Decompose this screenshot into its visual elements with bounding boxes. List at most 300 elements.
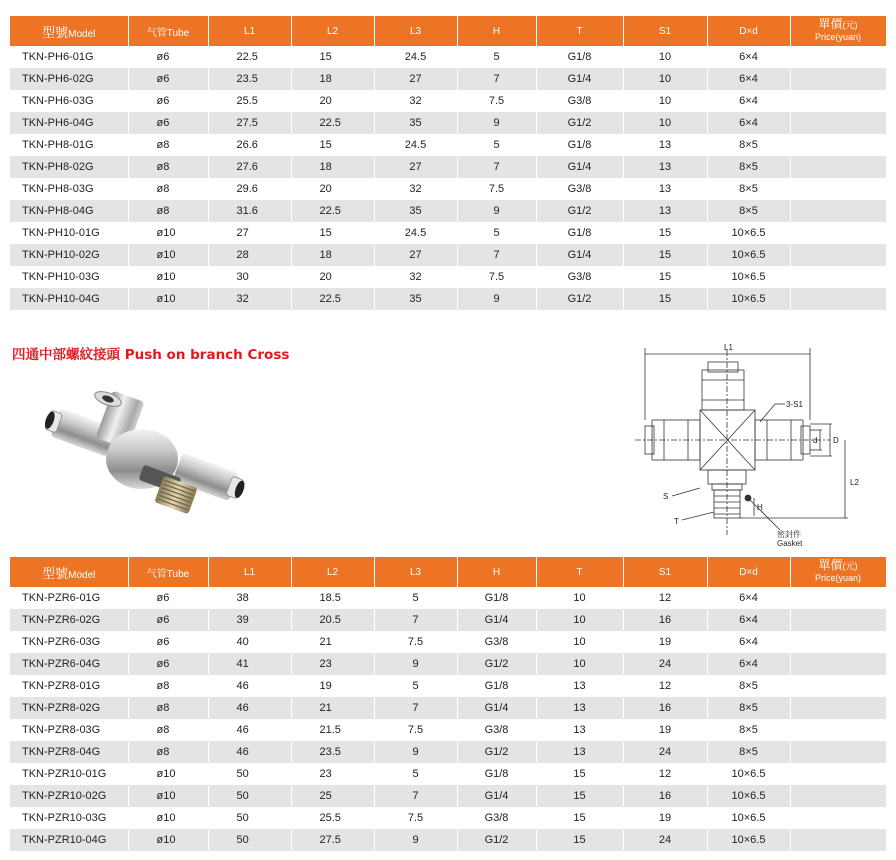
header-dxd: D×d (707, 16, 790, 46)
cell-t: G1/2 (536, 112, 623, 134)
cell-t: 13 (536, 719, 623, 741)
table-row (10, 112, 886, 134)
header-dxd: D×d (707, 557, 790, 587)
cell-tube: ø8 (128, 178, 208, 200)
cell-s1: 15 (623, 244, 707, 266)
cell-t: G3/8 (536, 178, 623, 200)
cell-l1: 46 (208, 675, 291, 697)
cell-model: TKN-PH8-03G (10, 178, 128, 200)
cell-dxd: 6×4 (707, 631, 790, 653)
cell-l2: 18 (291, 68, 374, 90)
cell-model: TKN-PH10-02G (10, 244, 128, 266)
table-row (10, 244, 886, 266)
cell-h: G3/8 (457, 631, 536, 653)
cell-h: G1/2 (457, 741, 536, 763)
cell-dxd: 10×6.5 (707, 222, 790, 244)
label-3-s1: 3-S1 (786, 400, 803, 409)
cell-l2: 27.5 (291, 829, 374, 851)
cell-h: G1/4 (457, 697, 536, 719)
cell-price (790, 200, 886, 222)
cell-t: G1/4 (536, 156, 623, 178)
header-model: 型號Model (10, 557, 128, 587)
cell-model: TKN-PZR6-04G (10, 653, 128, 675)
cell-l3: 35 (374, 112, 457, 134)
cell-price (790, 785, 886, 807)
cell-t: G3/8 (536, 266, 623, 288)
cell-h: 9 (457, 200, 536, 222)
table-row (10, 631, 886, 653)
cell-t: 15 (536, 763, 623, 785)
cell-l1: 29.6 (208, 178, 291, 200)
cell-s1: 13 (623, 178, 707, 200)
cell-price (790, 244, 886, 266)
cell-l2: 21 (291, 697, 374, 719)
cell-dxd: 8×5 (707, 178, 790, 200)
cell-s1: 10 (623, 90, 707, 112)
cell-s1: 19 (623, 719, 707, 741)
cell-l3: 24.5 (374, 222, 457, 244)
cell-model: TKN-PZR6-01G (10, 587, 128, 609)
label-t: T (674, 517, 679, 526)
cell-price (790, 587, 886, 609)
cell-l1: 22.5 (208, 46, 291, 68)
cell-tube: ø6 (128, 653, 208, 675)
label-s: S (663, 492, 669, 501)
cell-l1: 40 (208, 631, 291, 653)
table-row (10, 763, 886, 785)
table-row (10, 675, 886, 697)
cell-h: 5 (457, 134, 536, 156)
table-row (10, 68, 886, 90)
cell-model: TKN-PZR6-02G (10, 609, 128, 631)
cell-price (790, 609, 886, 631)
section-title: 四通中部螺紋接頭 Push on branch Cross (12, 347, 290, 363)
cell-s1: 24 (623, 829, 707, 851)
cell-model: TKN-PZR10-02G (10, 785, 128, 807)
table-row (10, 156, 886, 178)
header-s1: S1 (623, 557, 707, 587)
cell-l1: 50 (208, 829, 291, 851)
cell-dxd: 10×6.5 (707, 288, 790, 310)
table-row (10, 200, 886, 222)
cell-model: TKN-PH6-04G (10, 112, 128, 134)
cell-t: 10 (536, 631, 623, 653)
cell-model: TKN-PZR8-04G (10, 741, 128, 763)
cell-tube: ø6 (128, 68, 208, 90)
cell-h: G1/4 (457, 609, 536, 631)
cell-l1: 38 (208, 587, 291, 609)
cell-l3: 35 (374, 200, 457, 222)
cell-l3: 24.5 (374, 134, 457, 156)
cell-model: TKN-PZR10-03G (10, 807, 128, 829)
cell-s1: 24 (623, 653, 707, 675)
cell-dxd: 6×4 (707, 90, 790, 112)
table-row (10, 609, 886, 631)
header-l1: L1 (208, 557, 291, 587)
cell-l2: 18 (291, 156, 374, 178)
cell-l3: 5 (374, 675, 457, 697)
cell-l1: 50 (208, 785, 291, 807)
cell-s1: 15 (623, 222, 707, 244)
label-gasket-en: Gasket (777, 539, 803, 548)
cell-l1: 27.5 (208, 112, 291, 134)
cell-model: TKN-PH6-01G (10, 46, 128, 68)
table-row (10, 741, 886, 763)
cell-model: TKN-PZR6-03G (10, 631, 128, 653)
cell-l2: 15 (291, 46, 374, 68)
cell-h: G1/8 (457, 763, 536, 785)
label-d-inner: d (813, 436, 818, 445)
cell-s1: 13 (623, 134, 707, 156)
cell-tube: ø10 (128, 244, 208, 266)
cell-l2: 15 (291, 134, 374, 156)
header-model: 型號Model (10, 16, 128, 46)
cell-tube: ø8 (128, 156, 208, 178)
header-t: T (536, 557, 623, 587)
cell-l1: 39 (208, 609, 291, 631)
cell-price (790, 178, 886, 200)
cell-dxd: 10×6.5 (707, 785, 790, 807)
cell-s1: 10 (623, 112, 707, 134)
cell-l1: 32 (208, 288, 291, 310)
cell-l2: 22.5 (291, 288, 374, 310)
cell-t: 13 (536, 697, 623, 719)
cell-s1: 12 (623, 675, 707, 697)
cell-dxd: 6×4 (707, 609, 790, 631)
cell-s1: 10 (623, 68, 707, 90)
label-l2: L2 (850, 478, 859, 487)
cell-l3: 32 (374, 178, 457, 200)
cell-h: 7.5 (457, 178, 536, 200)
cell-t: 10 (536, 587, 623, 609)
table-row (10, 653, 886, 675)
cell-tube: ø8 (128, 741, 208, 763)
cell-model: TKN-PH8-01G (10, 134, 128, 156)
cell-tube: ø10 (128, 763, 208, 785)
cell-s1: 15 (623, 266, 707, 288)
table-row (10, 807, 886, 829)
cell-l3: 27 (374, 156, 457, 178)
cell-tube: ø8 (128, 134, 208, 156)
cell-l1: 46 (208, 741, 291, 763)
table-row (10, 90, 886, 112)
table-header-row (10, 557, 886, 587)
cell-l2: 21.5 (291, 719, 374, 741)
cell-tube: ø8 (128, 697, 208, 719)
cell-model: TKN-PZR8-03G (10, 719, 128, 741)
header-h: H (457, 557, 536, 587)
cell-l1: 50 (208, 807, 291, 829)
cell-model: TKN-PH10-04G (10, 288, 128, 310)
cell-t: 13 (536, 741, 623, 763)
cell-l3: 35 (374, 288, 457, 310)
cell-l1: 27.6 (208, 156, 291, 178)
cell-tube: ø10 (128, 829, 208, 851)
cell-price (790, 829, 886, 851)
cell-l3: 9 (374, 653, 457, 675)
cell-s1: 19 (623, 631, 707, 653)
cell-tube: ø10 (128, 288, 208, 310)
cell-price (790, 90, 886, 112)
cell-price (790, 156, 886, 178)
cell-l2: 25 (291, 785, 374, 807)
cell-s1: 16 (623, 697, 707, 719)
cell-tube: ø6 (128, 90, 208, 112)
cell-tube: ø6 (128, 112, 208, 134)
cell-model: TKN-PH8-02G (10, 156, 128, 178)
cell-tube: ø8 (128, 719, 208, 741)
cell-h: G1/4 (457, 785, 536, 807)
cell-price (790, 697, 886, 719)
cell-price (790, 68, 886, 90)
header-t: T (536, 16, 623, 46)
table-row (10, 587, 886, 609)
header-l3: L3 (374, 557, 457, 587)
cell-h: G1/2 (457, 829, 536, 851)
cell-s1: 16 (623, 785, 707, 807)
cell-model: TKN-PH6-02G (10, 68, 128, 90)
cell-h: G3/8 (457, 719, 536, 741)
cell-s1: 12 (623, 763, 707, 785)
cell-s1: 15 (623, 288, 707, 310)
cell-s1: 24 (623, 741, 707, 763)
cell-l2: 21 (291, 631, 374, 653)
spec-table-pzr (10, 557, 887, 851)
cell-t: 15 (536, 807, 623, 829)
table-header-row (10, 16, 886, 46)
cell-l2: 23.5 (291, 741, 374, 763)
cell-t: 15 (536, 785, 623, 807)
spec-table-ph (10, 16, 887, 310)
cell-model: TKN-PH8-04G (10, 200, 128, 222)
cell-l1: 25.5 (208, 90, 291, 112)
cell-h: 7.5 (457, 266, 536, 288)
table-row (10, 697, 886, 719)
cell-dxd: 6×4 (707, 112, 790, 134)
cell-t: 13 (536, 675, 623, 697)
product-photo (30, 383, 270, 523)
cell-model: TKN-PZR10-04G (10, 829, 128, 851)
cell-s1: 12 (623, 587, 707, 609)
cell-price (790, 807, 886, 829)
table-row (10, 222, 886, 244)
cell-l1: 28 (208, 244, 291, 266)
cell-l1: 41 (208, 653, 291, 675)
cell-h: 7.5 (457, 90, 536, 112)
cell-dxd: 6×4 (707, 587, 790, 609)
cell-model: TKN-PH10-03G (10, 266, 128, 288)
cell-model: TKN-PZR8-01G (10, 675, 128, 697)
cell-l3: 7.5 (374, 631, 457, 653)
cell-price (790, 222, 886, 244)
cell-l2: 20 (291, 266, 374, 288)
cell-t: G1/4 (536, 244, 623, 266)
cell-tube: ø8 (128, 200, 208, 222)
cell-s1: 19 (623, 807, 707, 829)
cell-t: 15 (536, 829, 623, 851)
cell-price (790, 134, 886, 156)
cell-dxd: 8×5 (707, 741, 790, 763)
cell-l3: 7.5 (374, 719, 457, 741)
table-row (10, 134, 886, 156)
cell-dxd: 8×5 (707, 134, 790, 156)
cell-l2: 20 (291, 90, 374, 112)
cell-l3: 5 (374, 587, 457, 609)
table-row (10, 178, 886, 200)
cell-l3: 24.5 (374, 46, 457, 68)
cell-l3: 27 (374, 244, 457, 266)
cell-h: 7 (457, 68, 536, 90)
cell-h: 5 (457, 222, 536, 244)
cell-l1: 46 (208, 719, 291, 741)
cell-l3: 7 (374, 785, 457, 807)
cell-l3: 9 (374, 829, 457, 851)
cell-dxd: 6×4 (707, 653, 790, 675)
header-tube: 气管Tube (128, 16, 208, 46)
cell-l1: 31.6 (208, 200, 291, 222)
cell-t: G1/2 (536, 288, 623, 310)
cell-tube: ø10 (128, 785, 208, 807)
cell-dxd: 10×6.5 (707, 244, 790, 266)
header-l1: L1 (208, 16, 291, 46)
header-price: 單價(元) Price(yuan) (790, 16, 886, 46)
cell-dxd: 8×5 (707, 719, 790, 741)
cell-model: TKN-PH6-03G (10, 90, 128, 112)
cell-price (790, 288, 886, 310)
cell-l1: 46 (208, 697, 291, 719)
cell-h: G1/8 (457, 587, 536, 609)
cell-h: 7 (457, 244, 536, 266)
cell-s1: 10 (623, 46, 707, 68)
cell-price (790, 112, 886, 134)
cell-l2: 23 (291, 763, 374, 785)
cell-price (790, 631, 886, 653)
cell-t: G1/8 (536, 222, 623, 244)
header-tube: 气管Tube (128, 557, 208, 587)
cell-h: G3/8 (457, 807, 536, 829)
cell-price (790, 719, 886, 741)
cell-l2: 18.5 (291, 587, 374, 609)
cell-tube: ø8 (128, 675, 208, 697)
cell-tube: ø6 (128, 609, 208, 631)
cell-l3: 9 (374, 741, 457, 763)
cell-l2: 22.5 (291, 112, 374, 134)
cell-t: G1/8 (536, 46, 623, 68)
cell-t: 10 (536, 653, 623, 675)
cell-price (790, 675, 886, 697)
cell-t: 10 (536, 609, 623, 631)
cell-t: G1/2 (536, 200, 623, 222)
cell-price (790, 763, 886, 785)
cell-dxd: 8×5 (707, 156, 790, 178)
header-s1: S1 (623, 16, 707, 46)
table-row (10, 266, 886, 288)
cell-l2: 18 (291, 244, 374, 266)
cell-l2: 25.5 (291, 807, 374, 829)
label-h: H (757, 503, 763, 512)
cell-price (790, 266, 886, 288)
cell-dxd: 6×4 (707, 46, 790, 68)
cell-h: 7 (457, 156, 536, 178)
cell-s1: 16 (623, 609, 707, 631)
cell-l1: 50 (208, 763, 291, 785)
cell-tube: ø10 (128, 266, 208, 288)
cell-h: G1/8 (457, 675, 536, 697)
cell-h: 5 (457, 46, 536, 68)
cell-l2: 20 (291, 178, 374, 200)
cell-s1: 13 (623, 156, 707, 178)
cell-price (790, 46, 886, 68)
cell-tube: ø6 (128, 46, 208, 68)
cell-dxd: 6×4 (707, 68, 790, 90)
label-d-outer: D (833, 436, 839, 445)
cell-dxd: 8×5 (707, 697, 790, 719)
cell-l2: 19 (291, 675, 374, 697)
cell-l3: 7 (374, 609, 457, 631)
cell-t: G3/8 (536, 90, 623, 112)
cell-l3: 32 (374, 90, 457, 112)
cell-dxd: 10×6.5 (707, 807, 790, 829)
cell-dxd: 10×6.5 (707, 829, 790, 851)
cell-tube: ø6 (128, 631, 208, 653)
cell-tube: ø10 (128, 807, 208, 829)
cell-tube: ø6 (128, 587, 208, 609)
cell-tube: ø10 (128, 222, 208, 244)
cell-model: TKN-PZR8-02G (10, 697, 128, 719)
cell-dxd: 8×5 (707, 675, 790, 697)
cell-h: G1/2 (457, 653, 536, 675)
cell-l3: 7 (374, 697, 457, 719)
label-gasket-cn: 密封件 (777, 530, 801, 539)
cell-dxd: 8×5 (707, 200, 790, 222)
cell-dxd: 10×6.5 (707, 266, 790, 288)
table-row (10, 46, 886, 68)
cell-l1: 23.5 (208, 68, 291, 90)
cell-s1: 13 (623, 200, 707, 222)
table-row (10, 288, 886, 310)
table-row (10, 785, 886, 807)
cell-l2: 23 (291, 653, 374, 675)
header-l2: L2 (291, 16, 374, 46)
cell-model: TKN-PH10-01G (10, 222, 128, 244)
technical-drawing (630, 340, 880, 550)
cell-l2: 22.5 (291, 200, 374, 222)
cell-model: TKN-PZR10-01G (10, 763, 128, 785)
cell-dxd: 10×6.5 (707, 763, 790, 785)
table-row (10, 829, 886, 851)
cell-h: 9 (457, 288, 536, 310)
cell-l1: 27 (208, 222, 291, 244)
cell-l1: 30 (208, 266, 291, 288)
label-l1: L1 (724, 343, 733, 352)
cell-l2: 20.5 (291, 609, 374, 631)
cell-t: G1/8 (536, 134, 623, 156)
cell-l3: 5 (374, 763, 457, 785)
cell-l3: 32 (374, 266, 457, 288)
table-row (10, 719, 886, 741)
header-price: 單價(元) Price(yuan) (790, 557, 886, 587)
header-h: H (457, 16, 536, 46)
cell-h: 9 (457, 112, 536, 134)
cell-l2: 15 (291, 222, 374, 244)
cell-price (790, 741, 886, 763)
cell-l1: 26.6 (208, 134, 291, 156)
cell-price (790, 653, 886, 675)
header-l3: L3 (374, 16, 457, 46)
cell-l3: 7.5 (374, 807, 457, 829)
cell-t: G1/4 (536, 68, 623, 90)
header-l2: L2 (291, 557, 374, 587)
